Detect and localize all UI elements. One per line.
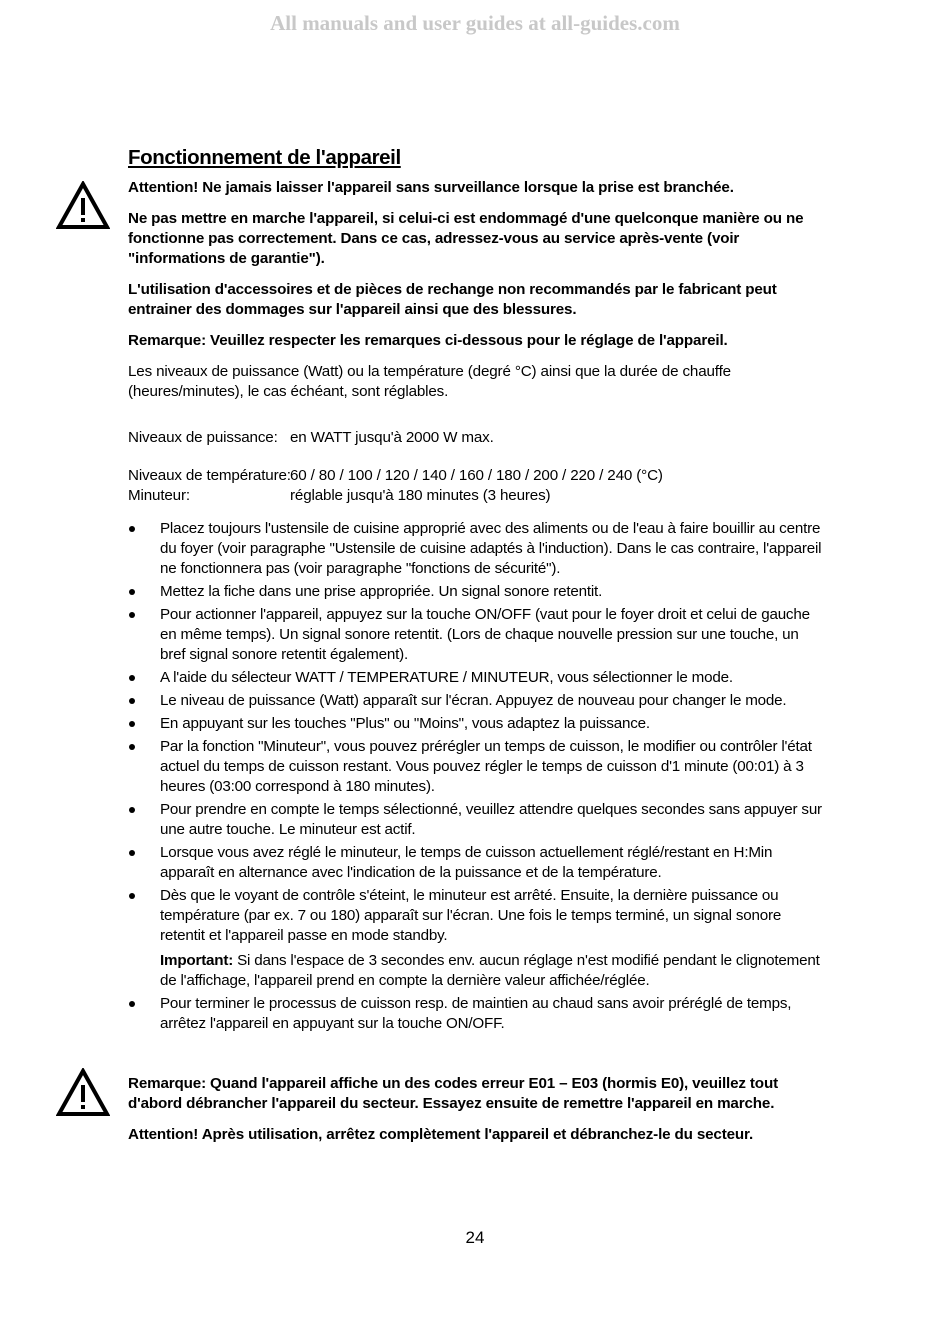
instruction-list <box>128 519 823 1034</box>
spec-label: Niveaux de température: <box>128 467 291 484</box>
bullet-icon <box>129 675 135 681</box>
bullet-icon <box>129 807 135 813</box>
warning-text: L'utilisation d'accessoires et de pièces de rechange non recommandés par le fabricant peut entrainer des dommages sur l'appareil ainsi que des blessures. <box>128 281 777 318</box>
list-item: Le niveau de puissance (Watt) apparaît sur l'écran. Appuyez de nouveau pour changer le mode. <box>128 691 823 711</box>
bullet-icon <box>129 589 135 595</box>
spec-value: réglable jusqu'à 180 minutes (3 heures) <box>290 487 551 504</box>
spec-temp-timer <box>128 466 823 506</box>
important-label: Important: <box>160 952 234 969</box>
note-text: Remarque: Quand l'appareil affiche un des codes erreur E01 – E03 (hormis E0), veuillez tout d'abord débrancher l'appareil du secteur. Essayez ensuite de remettre l'appareil en marche. <box>128 1075 778 1112</box>
watermark: All manuals and user guides at all-guides.com <box>270 11 680 35</box>
spec-label: Niveaux de puissance: <box>128 429 278 446</box>
bullet-icon <box>129 1001 135 1007</box>
important-note <box>128 951 823 991</box>
intro-text: Les niveaux de puissance (Watt) ou la température (degré °C) ainsi que la durée de chauffe (heures/minutes), le cas échéant, sont réglables. <box>128 363 731 400</box>
note-text: Remarque: Veuillez respecter les remarques ci-dessous pour le réglage de l'appareil. <box>128 332 728 349</box>
spec-value: 60 / 80 / 100 / 120 / 140 / 160 / 180 / 200 / 220 / 240 (°C) <box>290 467 663 484</box>
bullet-icon <box>129 612 135 618</box>
bullet-icon <box>129 893 135 899</box>
page-title: Fonctionnement de l'appareil <box>128 146 401 169</box>
list-item: Par la fonction "Minuteur", vous pouvez prérégler un temps de cuisson, le modifier ou contrôler l'état actuel du temps de cuisson restant. Vous pouvez régler le temps de cuisson d'1 minute (00:01) à 3 heures (03:00 correspond à 180 minutes). <box>128 737 823 797</box>
list-item: Pour terminer le processus de cuisson resp. de maintien au chaud sans avoir préréglé de temps, arrêtez l'appareil en appuyant sur la touche ON/OFF. <box>128 994 823 1034</box>
list-item: Pour prendre en compte le temps sélectionné, veuillez attendre quelques secondes sans appuyer sur une autre touche. Le minuteur est actif. <box>128 800 823 840</box>
warning-text: Ne pas mettre en marche l'appareil, si celui-ci est endommagé d'une quelconque manière ou ne fonctionne pas correctement. Dans ce cas, adressez-vous au service après-vente (voir "informations de garantie"). <box>128 210 804 267</box>
warning-triangle-icon <box>56 181 110 231</box>
top-warnings <box>128 178 823 402</box>
bullet-icon <box>129 721 135 727</box>
bullet-icon <box>129 698 135 704</box>
bullet-icon <box>129 526 135 532</box>
list-item: Lorsque vous avez réglé le minuteur, le temps de cuisson actuellement réglé/restant en H:Min apparaît en alternance avec l'indication de la puissance et de la température. <box>128 843 823 883</box>
list-item: Mettez la fiche dans une prise appropriée. Un signal sonore retentit. <box>128 582 823 602</box>
important-text: Si dans l'espace de 3 secondes env. aucun réglage n'est modifié pendant le clignotement de l'affichage, l'appareil prend en compte la dernière valeur affichée/réglée. <box>160 952 820 989</box>
list-item: Dès que le voyant de contrôle s'éteint, le minuteur est arrêté. Ensuite, la dernière puissance ou température (par ex. 7 ou 180) apparaît sur l'écran. Une fois le temps terminé, un signal sonore retentit et l'appareil passe en mode standby. <box>128 886 823 946</box>
spec-label: Minuteur: <box>128 487 190 504</box>
bottom-warnings <box>128 1074 823 1145</box>
list-item: Placez toujours l'ustensile de cuisine approprié avec des aliments ou de l'eau à faire bouillir au centre du foyer (voir paragraphe "Ustensile de cuisine adaptés à l'induction). Dans le cas contraire, l'appareil ne fonctionnera pas (voir paragraphe "fonctions de sécurité"). <box>128 519 823 579</box>
spec-power <box>128 428 823 448</box>
warning-text: Attention! Après utilisation, arrêtez complètement l'appareil et débranchez-le du secteur. <box>128 1126 754 1143</box>
bullet-icon <box>129 744 135 750</box>
spec-value: en WATT jusqu'à 2000 W max. <box>290 429 494 446</box>
page-number: 24 <box>465 1228 485 1247</box>
list-item: Pour actionner l'appareil, appuyez sur la touche ON/OFF (vaut pour le foyer droit et celui de gauche en même temps). Un signal sonore retentit. (Lors de chaque nouvelle pression sur une touche, un bref signal sonore retentit également). <box>128 605 823 665</box>
warning-text: Attention! Ne jamais laisser l'appareil sans surveillance lorsque la prise est branchée. <box>128 179 734 196</box>
list-item: A l'aide du sélecteur WATT / TEMPERATURE / MINUTEUR, vous sélectionner le mode. <box>128 668 823 688</box>
warning-triangle-icon <box>56 1068 110 1118</box>
list-item: En appuyant sur les touches "Plus" ou "Moins", vous adaptez la puissance. <box>128 714 823 734</box>
bullet-icon <box>129 850 135 856</box>
